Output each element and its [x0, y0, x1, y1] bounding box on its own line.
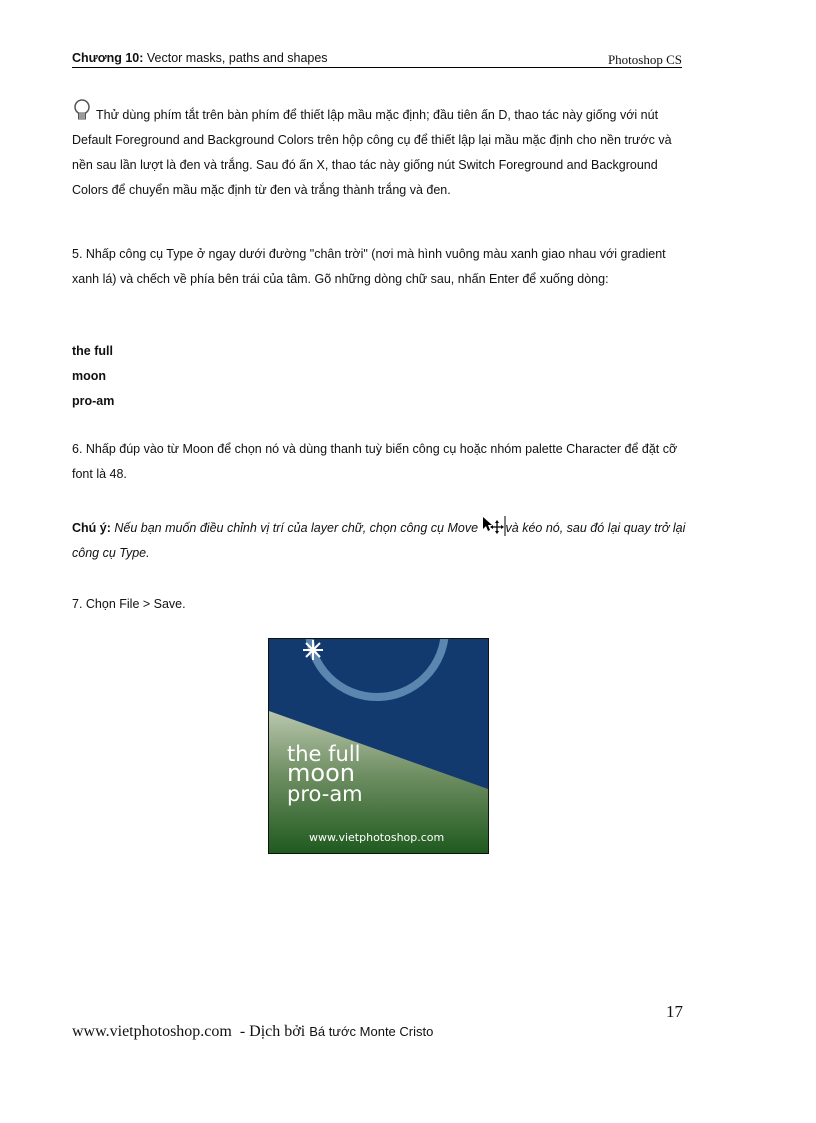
- image-watermark: www.vietphotoshop.com: [309, 831, 445, 844]
- move-tool-icon: [482, 516, 506, 536]
- chapter-label: Chương 10:: [72, 51, 144, 65]
- step-7: 7. Chọn File > Save.: [72, 597, 186, 611]
- footer-translator: Bá tước Monte Cristo: [309, 1024, 434, 1039]
- page-header: [72, 51, 682, 68]
- step-6: 6. Nhấp đúp vào từ Moon để chọn nó và dùng thanh tuỳ biến công cụ hoặc nhóm palette Character để đặt cỡ font là 48.: [72, 442, 678, 481]
- note-text-after: và kéo nó, sau đó lại quay trở lại công cụ Type.: [72, 521, 686, 560]
- product-name: Photoshop CS: [607, 52, 682, 67]
- note-paragraph: [72, 516, 688, 566]
- star-icon: [303, 640, 323, 660]
- tip-paragraph: [72, 99, 688, 203]
- page-footer: [72, 1023, 433, 1041]
- typed-line: pro-am: [72, 394, 115, 408]
- chapter-heading: [72, 51, 328, 65]
- typed-line: the full: [72, 344, 113, 358]
- footer-site: www.vietphotoshop.com: [72, 1023, 232, 1040]
- image-line: moon: [287, 759, 355, 787]
- tip-text: Thử dùng phím tắt trên bàn phím để thiết lập mầu mặc định; đầu tiên ấn D, thao tác này giống với nút Default Foreground and Background Colors trên hộp công cụ để thiết lập lại mầu mặc định cho nền trước và nền sau lần lượt là đen và trắng. Sau đó ấn X, thao tác này giống nút Switch Foreground and Background Colors để chuyển mầu mặc định từ đen và trắng thành trắng và đen.: [72, 108, 672, 197]
- note-label: Chú ý:: [72, 521, 111, 535]
- chapter-title: Vector masks, paths and shapes: [143, 51, 328, 65]
- example-image: [268, 638, 489, 854]
- footer-translated-by: - Dịch bởi: [231, 1023, 310, 1040]
- note-text-before: Nếu bạn muốn điều chỉnh vị trí của layer chữ, chọn công cụ Move: [110, 521, 482, 535]
- page-number: 17: [666, 1002, 683, 1021]
- lightbulb-icon: [72, 99, 96, 121]
- image-line: the full: [287, 742, 361, 766]
- step-5: 5. Nhấp công cụ Type ở ngay dưới đường "chân trời" (nơi mà hình vuông màu xanh giao nhau với gradient xanh lá) và chếch về phía bên trái của tâm. Gõ những dòng chữ sau, nhấn Enter để xuống dòng:: [72, 247, 666, 286]
- image-line: pro-am: [287, 782, 363, 806]
- example-image-art: [269, 639, 488, 853]
- typed-line: moon: [72, 369, 107, 383]
